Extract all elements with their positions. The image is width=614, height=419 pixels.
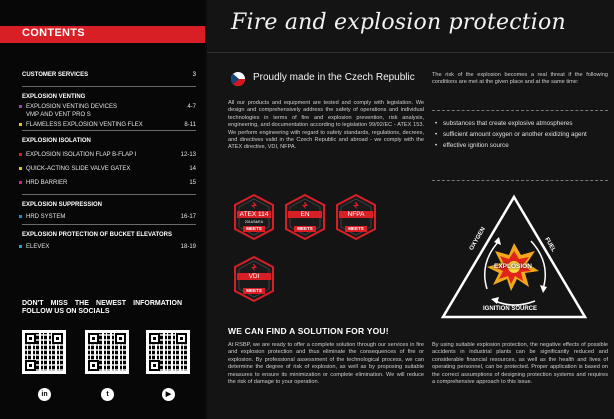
contents-title: CONTENTS [22, 27, 85, 39]
solution-heading: WE CAN FIND A SOLUTION FOR YOU! [228, 326, 389, 336]
twitter-icon[interactable]: t [101, 388, 114, 401]
qr-finder [25, 333, 36, 344]
toc-divider [22, 224, 196, 225]
fuel-label: FUEL [543, 236, 557, 254]
conditions-list [435, 120, 605, 153]
toc-page-number: 14 [189, 166, 196, 172]
qr-finder [149, 333, 160, 344]
explosion-label: EXPLOSION [494, 263, 532, 270]
toc-title: VMP AND VENT PRO S [26, 112, 91, 118]
toc-title: EXPLOSION VENTING [22, 94, 86, 100]
made-in-czech-label: Proudly made in the Czech Republic [253, 72, 415, 83]
intro-paragraph: All our products and equipment are tested and comply with legislation. We design and comprehensively address the safety of operations and individual technologies in terms of fire and explosion prevention, risk analysis, engineering, and documentation according to legislation 99/92/EC - ATEX 153. We perform engineering with regard to safety standards, regulations, decrees, and directives valid in the Czech Republic and abroad - we comply with the ATEX directive, VDI, NFPA. [228, 100, 424, 151]
toc-divider [22, 86, 196, 87]
toc-page-number: 15 [189, 180, 196, 186]
toc-title: CUSTOMER SERVICES [22, 72, 89, 78]
vdi-badge [233, 256, 275, 302]
badge-meets: MEETS [246, 226, 262, 231]
badge-label: EN [300, 211, 310, 218]
badge-meets: MEETS [297, 226, 313, 231]
socials-heading: DON'T MISS THE NEWEST INFORMATION FOLLOW US ON SOCIALS [22, 300, 182, 315]
toc-page-number: 3 [192, 72, 196, 78]
dashed-divider [432, 180, 608, 181]
qr-finder [88, 333, 99, 344]
list-item: • substances that create explosive atmospheres [435, 120, 605, 128]
qr-code-linkedin[interactable] [22, 330, 66, 374]
toc-title: EXPLOSION PROTECTION OF BUCKET ELEVATORS [22, 232, 173, 238]
toc-title: EXPLOSION VENTING DEVICES [26, 104, 118, 110]
page-title: Fire and explosion protection [231, 10, 566, 35]
toc-page-number: 4-7 [187, 104, 196, 110]
contents-page [0, 0, 205, 419]
toc-title: ELEVEX [26, 244, 50, 250]
solution-paragraph: At RSBP, we are ready to offer a complete solution through our services in fire and explosion protection and thus eliminate the consequences of fire or explosion. By professional assessment of the technological process, we can determine the degree of risk of explosion, as well as by proposing suitable measures to ensure its minimization or complete elimination. We will reduce the risk of damage to your operation. [228, 342, 424, 386]
badge-meets: MEETS [246, 288, 262, 293]
toc-page-number: 12-13 [180, 152, 196, 158]
dashed-divider [432, 110, 608, 111]
protection-paragraph: By using suitable explosion protection, the negative effects of possible accidents in industrial plants can be significantly reduced and considerable financial resources, as well as the health and lives of operating personnel, can be protected. Proper application is based on the correct assumptions of designing protection systems and requires a comprehensive approach to this issue. [432, 342, 608, 386]
badge-label: ATEX 114 [239, 211, 269, 218]
qr-finder [88, 360, 99, 371]
toc-title: EXPLOSION ISOLATION FLAP B-FLAP I [26, 152, 137, 158]
czech-flag-icon [231, 72, 245, 86]
toc-title: HRD SYSTEM [26, 214, 66, 220]
qr-finder [25, 360, 36, 371]
badge-meets: MEETS [348, 226, 364, 231]
atex-badge [233, 194, 275, 240]
toc-page-number: 18-19 [180, 244, 196, 250]
title-divider [207, 52, 614, 53]
qr-finder [149, 360, 160, 371]
toc-divider [22, 194, 196, 195]
qr-finder [52, 333, 63, 344]
toc-divider [22, 130, 196, 131]
qr-code-youtube[interactable] [146, 330, 190, 374]
contents-header [0, 26, 205, 43]
linkedin-icon[interactable]: in [38, 388, 51, 401]
toc-title: EXPLOSION SUPPRESSION [22, 202, 103, 208]
badge-label: NFPA [347, 211, 365, 218]
explosion-triangle-diagram [439, 193, 589, 323]
badge-sub: 2014/34/EU [244, 220, 264, 224]
list-item: • effective ignition source [435, 142, 605, 150]
toc-page-number: 8-11 [184, 122, 196, 128]
list-item: • sufficient amount oxygen or another exidizing agent [435, 131, 605, 139]
oxygen-label: OXYGEN [468, 226, 487, 252]
qr-finder [115, 333, 126, 344]
qr-finder [176, 333, 187, 344]
risk-paragraph: The risk of the explosion becomes a real threat if the following conditions are met at the given place and at the same time: [432, 72, 608, 86]
toc-title: FLAMELESS EXPLOSION VENTING FLEX [26, 122, 143, 128]
badge-label: VDI [248, 273, 260, 280]
toc-title: HRD BARRIER [26, 180, 68, 186]
qr-code-twitter[interactable] [85, 330, 129, 374]
fire-protection-page [207, 0, 614, 419]
ignition-source-label: IGNITION SOURCE [483, 306, 538, 312]
toc-page-number: 16-17 [180, 214, 196, 220]
en-badge [284, 194, 326, 240]
nfpa-badge [335, 194, 377, 240]
toc-title: QUICK-ACTING SLIDE VALVE GATEX [26, 166, 131, 172]
toc-title: EXPLOSION ISOLATION [22, 138, 91, 144]
youtube-icon[interactable]: ▶ [162, 388, 175, 401]
